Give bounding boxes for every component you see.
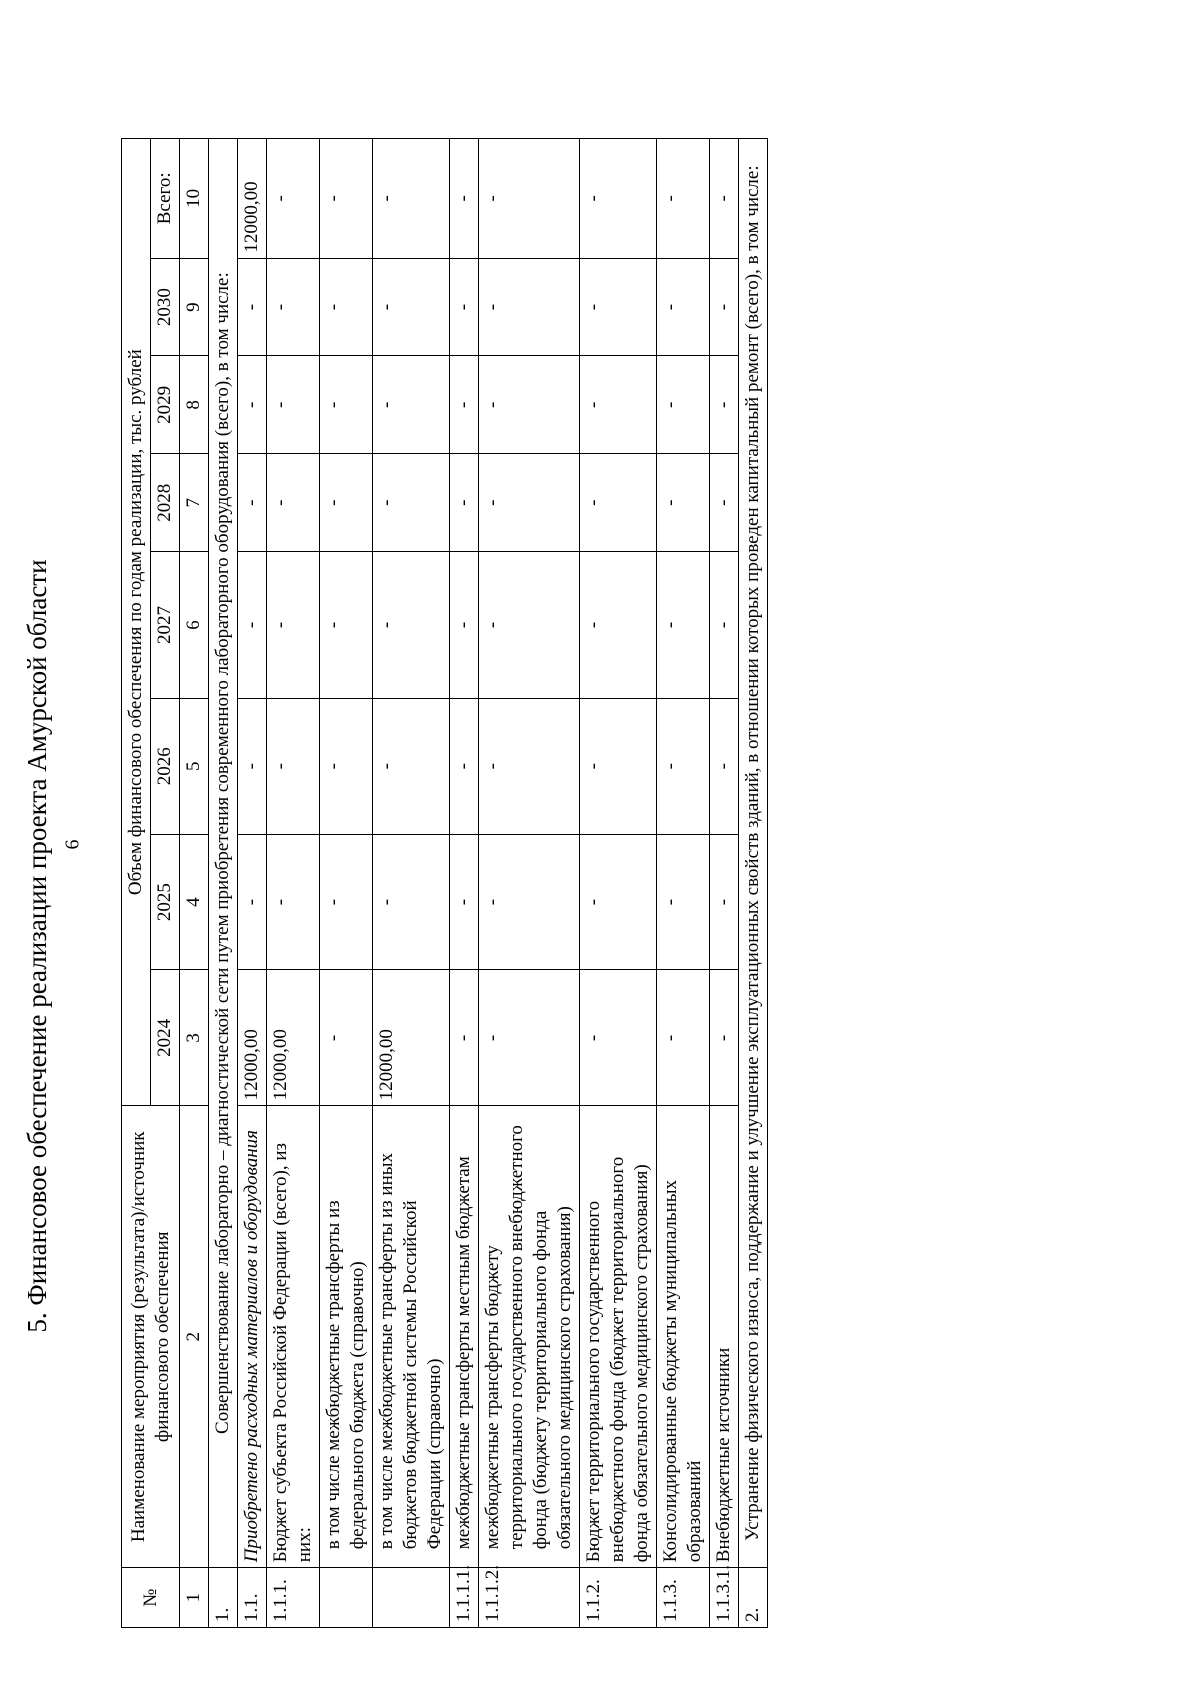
value-cell: -: [479, 258, 580, 356]
value-cell: -: [238, 834, 267, 970]
value-cell: -: [320, 834, 373, 970]
value-cell: -: [710, 834, 739, 970]
header-year: 2026: [151, 698, 180, 834]
value-cell: -: [450, 139, 479, 259]
row-name: межбюджетные трансферты бюджету территориального государственного внебюджетного фонда (бюджету территориального фонда обязательного медицинского страхования): [479, 1106, 580, 1568]
page-number: 6: [61, 839, 84, 850]
value-cell: -: [479, 356, 580, 454]
value-cell: -: [710, 258, 739, 356]
column-number: 4: [180, 834, 209, 970]
value-cell: -: [479, 698, 580, 834]
value-cell: -: [710, 356, 739, 454]
financing-table: [121, 138, 768, 1628]
value-cell: -: [238, 552, 267, 699]
value-cell: -: [450, 834, 479, 970]
column-numbers-row: [180, 139, 209, 1628]
row-name: межбюджетные трансферты местным бюджетам: [450, 1106, 479, 1568]
section-number: 2.: [739, 1568, 768, 1628]
value-cell: 12000,00: [373, 970, 450, 1106]
row-number: 1.1.1.1.: [450, 1568, 479, 1628]
column-number: 9: [180, 258, 209, 356]
table-row: [238, 139, 267, 1628]
page-title: 5. Финансовое обеспечение реализации проекта Амурской области: [22, 559, 52, 1333]
row-name: Консолидированные бюджеты муниципальных образований: [657, 1106, 710, 1568]
value-cell: -: [267, 139, 320, 259]
value-cell: -: [657, 970, 710, 1106]
column-number: 6: [180, 552, 209, 699]
header-row: [122, 139, 151, 1628]
value-cell: -: [479, 970, 580, 1106]
value-cell: -: [238, 698, 267, 834]
column-number: 3: [180, 970, 209, 1106]
header-year: 2029: [151, 356, 180, 454]
row-number: [373, 1568, 450, 1628]
row-number: 1.1.1.: [267, 1568, 320, 1628]
value-cell: -: [657, 834, 710, 970]
value-cell: -: [373, 356, 450, 454]
value-cell: -: [580, 970, 657, 1106]
row-name: Бюджет территориального государственного внебюджетного фонда (бюджет территориального фонда обязательного медицинского страхования): [580, 1106, 657, 1568]
row-number: 1.1.: [238, 1568, 267, 1628]
value-cell: -: [710, 698, 739, 834]
table-row: [267, 139, 320, 1628]
value-cell: 12000,00: [238, 139, 267, 259]
value-cell: -: [450, 698, 479, 834]
table-row: [450, 139, 479, 1628]
table-row: [580, 139, 657, 1628]
value-cell: -: [267, 834, 320, 970]
value-cell: -: [450, 552, 479, 699]
row-name: Бюджет субъекта Российской Федерации (всего), из них:: [267, 1106, 320, 1568]
value-cell: -: [320, 454, 373, 552]
value-cell: -: [373, 834, 450, 970]
value-cell: -: [373, 552, 450, 699]
value-cell: -: [450, 258, 479, 356]
value-cell: -: [710, 454, 739, 552]
row-number: [320, 1568, 373, 1628]
section-row: [739, 139, 768, 1628]
value-cell: -: [373, 454, 450, 552]
column-number: 5: [180, 698, 209, 834]
value-cell: -: [710, 552, 739, 699]
table-row: [373, 139, 450, 1628]
table-row: [710, 139, 739, 1628]
section-number: 1.: [209, 1568, 238, 1628]
header-year: 2024: [151, 970, 180, 1106]
value-cell: -: [320, 970, 373, 1106]
column-number: 8: [180, 356, 209, 454]
value-cell: -: [657, 356, 710, 454]
value-cell: -: [267, 258, 320, 356]
value-cell: -: [373, 258, 450, 356]
value-cell: -: [267, 454, 320, 552]
section-row: [209, 139, 238, 1628]
value-cell: -: [373, 698, 450, 834]
value-cell: -: [580, 454, 657, 552]
table-row: [320, 139, 373, 1628]
section-title: Устранение физического износа, поддержание и улучшение эксплуатационных свойств зданий, в отношении которых проведен капитальный ремонт (всего), в том числе:: [739, 139, 768, 1568]
row-number: 1.1.3.1.: [710, 1568, 739, 1628]
section-title: Совершенствование лабораторно – диагностической сети путем приобретения современного лабораторного оборудования (всего), в том числе:: [209, 139, 238, 1568]
value-cell: -: [479, 552, 580, 699]
value-cell: -: [657, 552, 710, 699]
row-number: 1.1.3.: [657, 1568, 710, 1628]
header-financing: Объем финансового обеспечения по годам реализации, тыс. рублей: [122, 139, 151, 1106]
column-number: 2: [180, 1106, 209, 1568]
value-cell: -: [580, 356, 657, 454]
value-cell: -: [320, 552, 373, 699]
row-name: Внебюджетные источники: [710, 1106, 739, 1568]
value-cell: -: [580, 552, 657, 699]
value-cell: -: [238, 356, 267, 454]
rotated-page-content: [20, 126, 920, 1636]
value-cell: -: [320, 258, 373, 356]
value-cell: -: [479, 834, 580, 970]
value-cell: -: [657, 139, 710, 259]
value-cell: -: [657, 454, 710, 552]
value-cell: -: [580, 139, 657, 259]
row-name: в том числе межбюджетные трансферты из иных бюджетов бюджетной системы Российской Федерации (справочно): [373, 1106, 450, 1568]
table-row: [657, 139, 710, 1628]
value-cell: -: [450, 454, 479, 552]
value-cell: -: [580, 698, 657, 834]
value-cell: -: [657, 698, 710, 834]
value-cell: 12000,00: [238, 970, 267, 1106]
value-cell: -: [320, 356, 373, 454]
column-number: 10: [180, 139, 209, 259]
value-cell: -: [479, 139, 580, 259]
value-cell: -: [450, 970, 479, 1106]
header-year: 2030: [151, 258, 180, 356]
value-cell: -: [373, 139, 450, 259]
row-number: 1.1.2.: [580, 1568, 657, 1628]
value-cell: -: [657, 258, 710, 356]
header-name: Наименование мероприятия (результата)/источник финансового обеспечения: [122, 1106, 180, 1568]
value-cell: -: [238, 258, 267, 356]
value-cell: 12000,00: [267, 970, 320, 1106]
value-cell: -: [450, 356, 479, 454]
column-number: 1: [180, 1568, 209, 1628]
header-total: Всего:: [151, 139, 180, 259]
value-cell: -: [320, 698, 373, 834]
header-year: 2028: [151, 454, 180, 552]
table-row: [479, 139, 580, 1628]
row-name: в том числе межбюджетные трансферты из федерального бюджета (справочно): [320, 1106, 373, 1568]
header-year: 2027: [151, 552, 180, 699]
value-cell: -: [580, 258, 657, 356]
value-cell: -: [320, 139, 373, 259]
value-cell: -: [580, 834, 657, 970]
value-cell: -: [238, 454, 267, 552]
header-year: 2025: [151, 834, 180, 970]
value-cell: -: [479, 454, 580, 552]
value-cell: -: [267, 552, 320, 699]
value-cell: -: [267, 356, 320, 454]
row-number: 1.1.1.2.: [479, 1568, 580, 1628]
row-name: Приобретено расходных материалов и оборудования: [238, 1106, 267, 1568]
value-cell: -: [710, 139, 739, 259]
value-cell: -: [267, 698, 320, 834]
header-number: №: [122, 1568, 180, 1628]
value-cell: -: [710, 970, 739, 1106]
column-number: 7: [180, 454, 209, 552]
